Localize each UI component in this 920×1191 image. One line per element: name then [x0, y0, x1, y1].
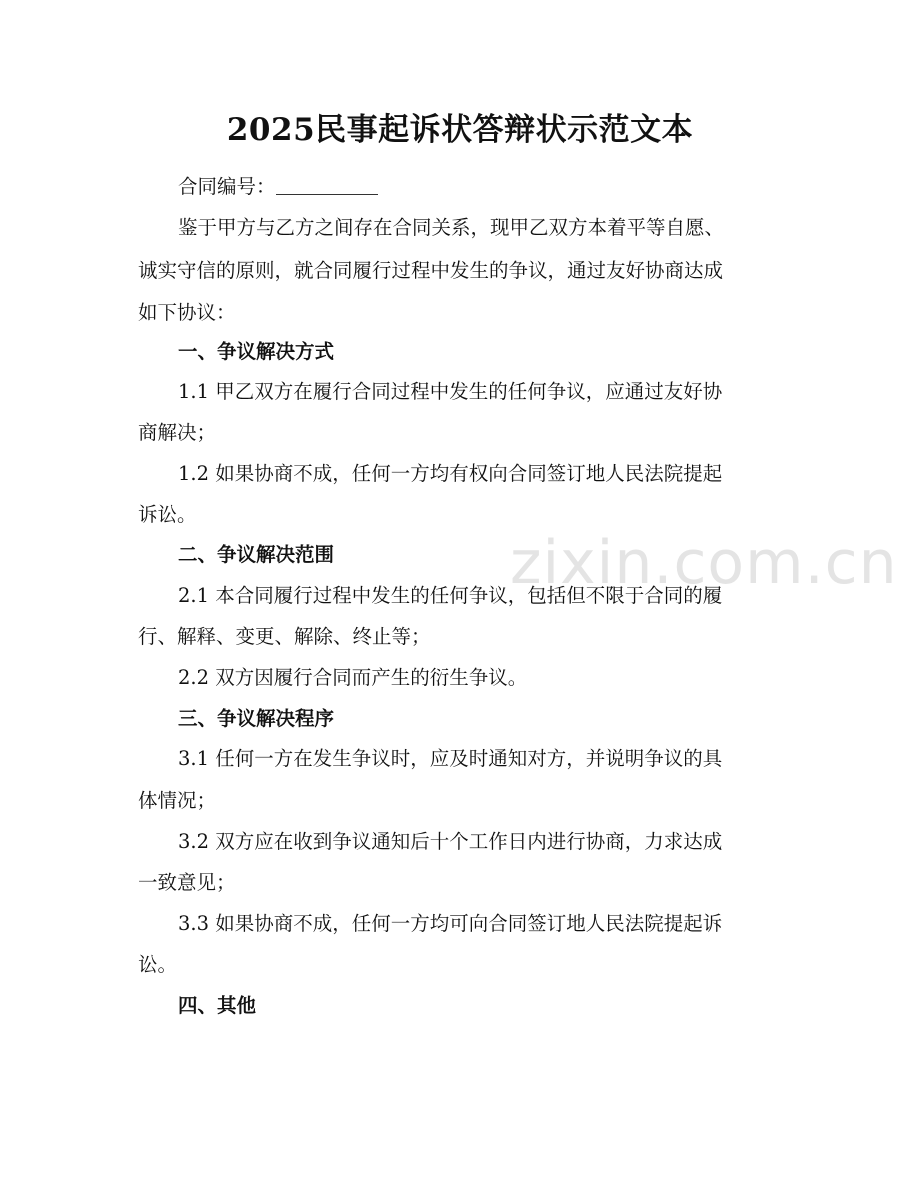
preamble-line-1: 鉴于甲方与乙方之间存在合同关系，现甲乙双方本着平等自愿、 [178, 216, 725, 239]
contract-number-line [178, 172, 378, 202]
clause-1-2-line-2: 诉讼。 [138, 503, 197, 526]
preamble-line-3: 如下协议： [138, 301, 236, 324]
clause-3-1-line-1: 3.1 任何一方在发生争议时，应及时通知对方，并说明争议的具 [178, 747, 723, 770]
clause-3-3-line-1: 3.3 如果协商不成，任何一方均可向合同签订地人民法院提起诉 [178, 912, 723, 935]
clause-1-1-line-1: 1.1 甲乙双方在履行合同过程中发生的任何争议，应通过友好协 [178, 380, 723, 403]
section-2-heading: 二、争议解决范围 [178, 543, 335, 566]
preamble-line-2: 诚实守信的原则，就合同履行过程中发生的争议，通过友好协商达成 [138, 259, 724, 282]
clause-2-2-line-1: 2.2 双方因履行合同而产生的衍生争议。 [178, 666, 528, 689]
document-title: 2025民事起诉状答辩状示范文本 [226, 112, 694, 148]
contract-number-blank [276, 176, 378, 195]
watermark: zixin.com.cn [510, 528, 898, 598]
section-1-heading: 一、争议解决方式 [178, 340, 335, 363]
section-4-heading: 四、其他 [178, 994, 257, 1017]
clause-3-1-line-2: 体情况； [138, 789, 217, 812]
clause-2-1-line-2: 行、解释、变更、解除、终止等； [138, 625, 431, 648]
contract-number-label: 合同编号： [178, 175, 276, 198]
clause-2-1-line-1: 2.1 本合同履行过程中发生的任何争议，包括但不限于合同的履 [178, 584, 723, 607]
section-3-heading: 三、争议解决程序 [178, 707, 335, 730]
clause-1-2-line-1: 1.2 如果协商不成，任何一方均有权向合同签订地人民法院提起 [178, 462, 723, 485]
clause-1-1-line-2: 商解决； [138, 421, 217, 444]
clause-3-2-line-1: 3.2 双方应在收到争议通知后十个工作日内进行协商，力求达成 [178, 830, 723, 853]
clause-3-2-line-2: 一致意见； [138, 871, 236, 894]
clause-3-3-line-2: 讼。 [138, 953, 178, 976]
